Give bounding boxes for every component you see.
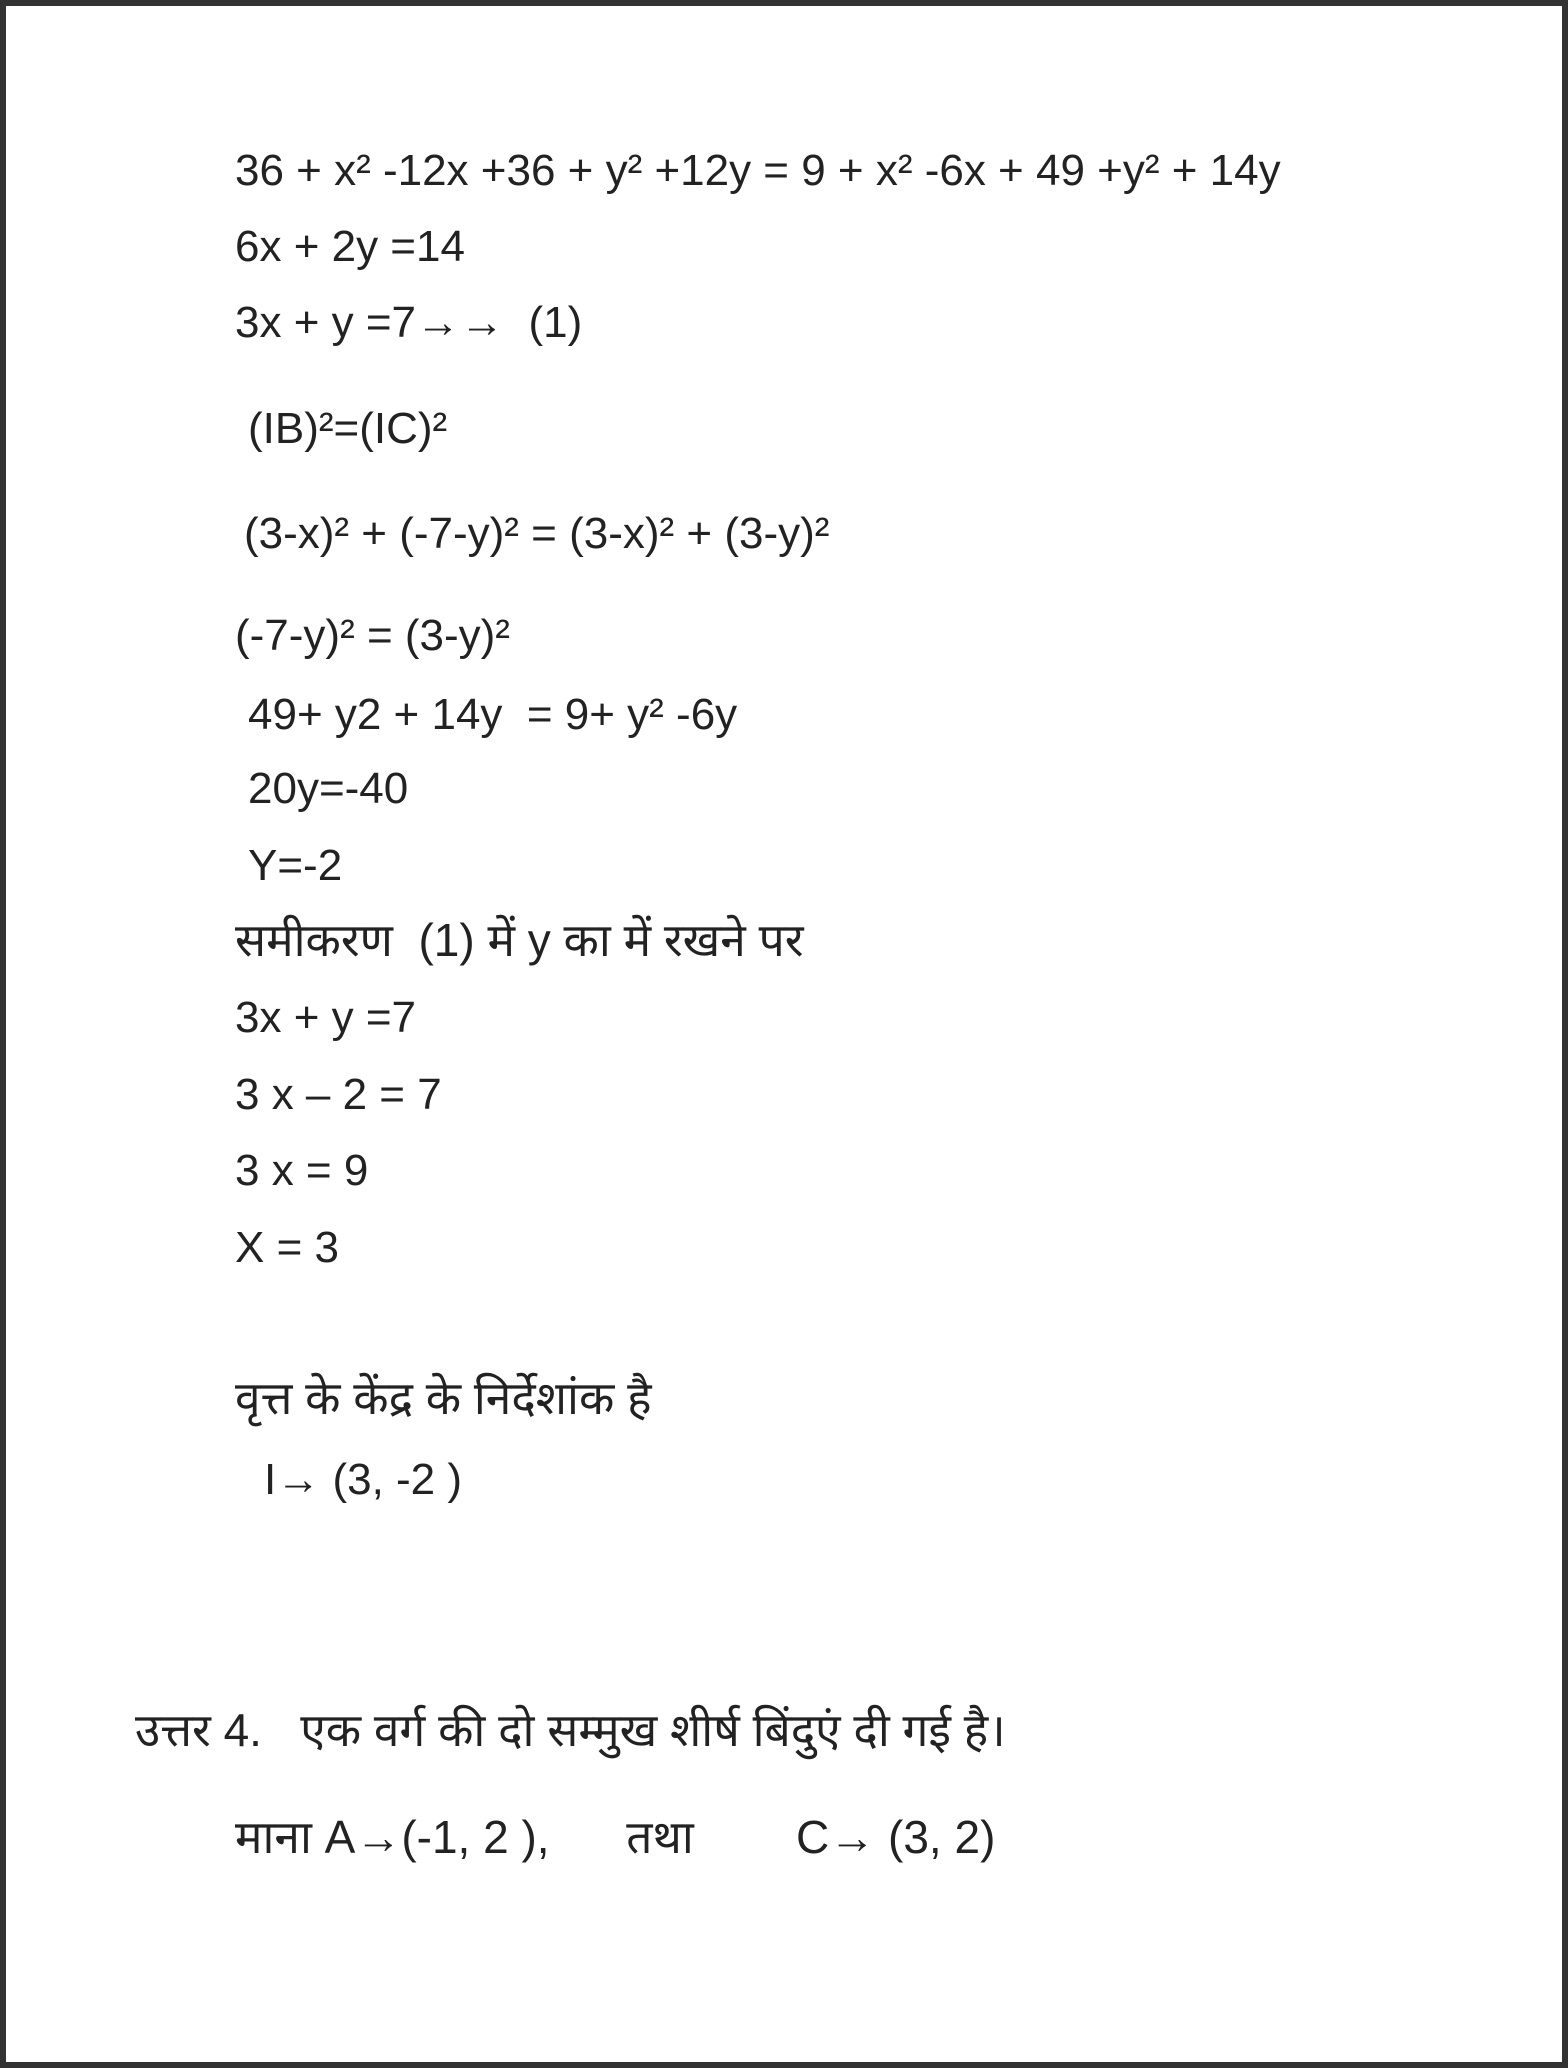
hindi-text-line: वृत्त के केंद्र के निर्देशांक है <box>235 1372 652 1424</box>
equation-line: 6x + 2y =14 <box>235 222 465 271</box>
equation-line: (IB)²=(IC)² <box>248 404 448 453</box>
equation-line: 3x + y =7 <box>235 993 417 1042</box>
equation-line: 20y=-40 <box>248 764 409 813</box>
equation-line: (-7-y)² = (3-y)² <box>235 611 510 660</box>
equation-line: 36 + x² -12x +36 + y² +12y = 9 + x² -6x + 49 +y² + 14y <box>235 146 1281 195</box>
equation-line: Y=-2 <box>248 841 343 890</box>
equation-line: 3x + y =7→→ (1) <box>235 298 583 347</box>
equation-line: 3 x = 9 <box>235 1146 369 1195</box>
equation-line: X = 3 <box>235 1223 339 1272</box>
equation-line: 49+ y2 + 14y = 9+ y² -6y <box>248 690 738 739</box>
hindi-text-line: समीकरण (1) में y का में रखने पर <box>235 914 804 966</box>
equation-line: (3-x)² + (-7-y)² = (3-x)² + (3-y)² <box>244 509 830 558</box>
hindi-text-line: माना A→(-1, 2 ), तथा C→ (3, 2) <box>235 1811 996 1863</box>
equation-line: 3 x – 2 = 7 <box>235 1070 442 1119</box>
result-line: I→ (3, -2 ) <box>264 1455 463 1504</box>
answer-heading: उत्तर 4. एक वर्ग की दो सम्मुख शीर्ष बिंदुएं दी गई है। <box>135 1704 1006 1756</box>
